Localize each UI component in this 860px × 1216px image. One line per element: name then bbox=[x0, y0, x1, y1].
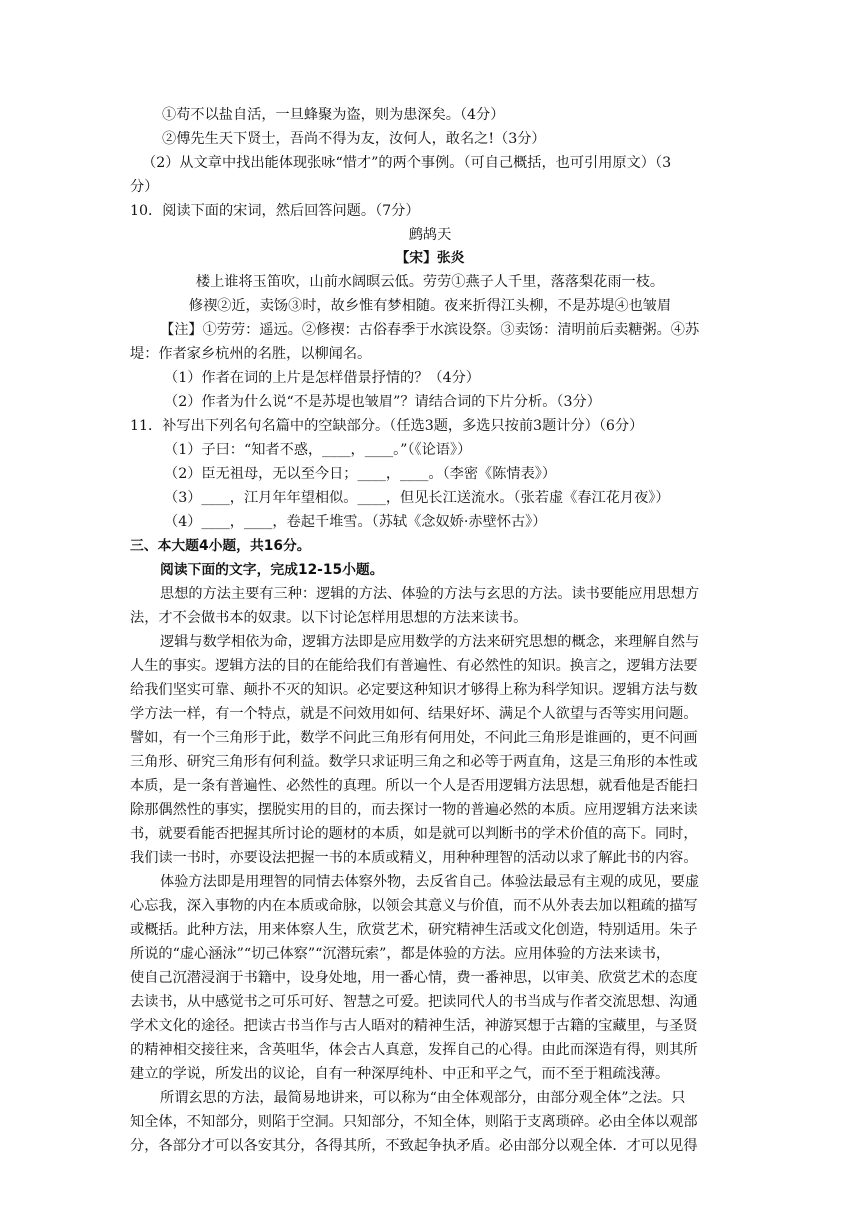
question-10-heading: 10．阅读下面的宋词，然后回答问题。（7分） bbox=[130, 203, 420, 219]
passage-line: 譬如，有一个三角形于此，数学不问此三角形有何用处，不问此三角形是谁画的，更不问画 bbox=[130, 730, 698, 746]
fill-blank-item: （4）____，____，卷起千堆雪。（苏轼《念奴娇·赤壁怀古》） bbox=[164, 514, 547, 530]
poem-author: 【宋】张炎 bbox=[395, 250, 465, 266]
passage-line: 所说的“虚心涵泳”“切己体察”“沉潜玩索”，都是体验的方法。应用体验的方法来读书， bbox=[130, 946, 671, 962]
passage-line: 我们读一书时，亦要设法把握一书的本质或精义，用种种理智的活动以求了解此书的内容。 bbox=[130, 850, 698, 866]
passage-line: 逻辑与数学相依为命，逻辑方法即是应用数学的方法来研究思想的概念，来理解自然与 bbox=[160, 634, 700, 650]
passage-line: 心忘我，深入事物的内在本质或命脉，以领会其意义与价值，而不从外表去加以粗疏的描写 bbox=[130, 898, 698, 914]
passage-line: 学方法一样，有一个特点，就是不问效用如何、结果好坏、满足个人欲望与否等实用问题。 bbox=[130, 706, 698, 722]
passage-line: 的精神相交接往来，含英咀华，体会古人真意，发挥自己的心得。由此而深造有得，则其所 bbox=[130, 1042, 698, 1058]
reading-instruction: 阅读下面的文字，完成12-15小题。 bbox=[160, 562, 384, 578]
passage-line: 三角形、研究三角形有何利益。数学只求证明三角之和必等于两直角，这是三角形的本性或 bbox=[130, 754, 698, 770]
fill-blank-item: （1）子曰：“知者不惑，____，____。”（《论语》） bbox=[164, 442, 472, 458]
question-11-heading: 11．补写出下列名句名篇中的空缺部分。（任选3题，多选只按前3题计分）（6分） bbox=[130, 418, 644, 434]
passage-line: 学术文化的途径。把读古书当作与古人晤对的精神生活，神游冥想于古籍的宝藏里，与圣贤 bbox=[130, 1018, 698, 1034]
poem-line: 楼上谁将玉笛吹，山前水阔暝云低。劳劳①燕子人千里，落落梨花雨一枝。 bbox=[195, 274, 665, 290]
passage-line: 思想的方法主要有三种：逻辑的方法、体验的方法与玄思的方法。读书要能应用思想方 bbox=[160, 586, 700, 602]
passage-line: 或概括。此种方法，用来体察人生，欣赏艺术，研究精神生活或文化创造，特别适用。朱子 bbox=[130, 922, 698, 938]
question-line: 分） bbox=[130, 179, 159, 195]
passage-line: 法，才不会做书本的奴隶。以下讨论怎样用思想的方法来读书。 bbox=[130, 610, 528, 626]
sub-question: （1）作者在词的上片是怎样借景抒情的？（4分） bbox=[164, 370, 480, 386]
sub-question: （2）作者为什么说“不是苏堤也皱眉”？请结合词的下片分析。（3分） bbox=[164, 394, 601, 410]
answer-item-2: ②傅先生天下贤士，吾尚不得为友，汝何人，敢名之!（3分） bbox=[162, 131, 546, 147]
poem-title: 鹧鸪天 bbox=[408, 227, 452, 243]
fill-blank-item: （3）____，江月年年望相似。____，但见长江送流水。（张若虚《春江花月夜》） bbox=[164, 490, 670, 506]
passage-line: 所谓玄思的方法，最简易地讲来，可以称为“由全体观部分，由部分观全体”之法。只 bbox=[160, 1090, 686, 1106]
passage-line: 体验方法即是用理智的同情去体察外物，去反省自己。体验法最忌有主观的成见，要虚 bbox=[160, 874, 700, 890]
passage-line: 人生的事实。逻辑方法的目的在能给我们有普遍性、有必然性的知识。换言之，逻辑方法要 bbox=[130, 658, 698, 674]
question-line: （2）从文章中找出能体现张咏“惜才”的两个事例。（可自己概括，也可引用原文）（3 bbox=[142, 155, 672, 171]
passage-line: 去读书，从中感觉书之可乐可好、智慧之可爱。把读同代人的书当成与作者交流思想、沟通 bbox=[130, 994, 698, 1010]
passage-line: 使自己沉潜浸润于书籍中，设身处地，用一番心情，费一番神思，以审美、欣赏艺术的态度 bbox=[130, 970, 698, 986]
passage-line: 除那偶然性的事实，摆脱实用的目的，而去探讨一物的普遍必然的本质。应用逻辑方法来读 bbox=[130, 802, 698, 818]
fill-blank-item: （2）臣无祖母，无以至今日；____，____。（李密《陈情表》） bbox=[164, 466, 557, 482]
poem-line: 修禊②近，卖饧③时，故乡惟有梦相随。夜来折得江头柳，不是苏堤④也皱眉 bbox=[188, 298, 672, 314]
passage-line: 知全体，不知部分，则陷于空洞。只知部分，不知全体，则陷于支离琐碎。必由全体以观部 bbox=[130, 1114, 698, 1130]
passage-line: 建立的学说，所发出的议论，自有一种深厚纯朴、中正和平之气，而不至于粗疏浅薄。 bbox=[130, 1066, 670, 1082]
passage-line: 本质，是一条有普遍性、必然性的真理。所以一个人是否用逻辑方法思想，就看他是否能扫 bbox=[130, 778, 698, 794]
passage-line: 书，就要看能否把握其所讨论的题材的本质，如是就可以判断书的学术价值的高下。同时， bbox=[130, 826, 698, 842]
section-3-heading: 三、本大题4小题，共16分。 bbox=[130, 538, 311, 554]
passage-line: 分，各部分才可以各安其分，各得其所，不致起争执矛盾。必由部分以观全体．才可以见得 bbox=[130, 1138, 698, 1154]
answer-item-1: ①苟不以盐自活，一旦蜂聚为盗，则为患深矣。（4分） bbox=[162, 107, 505, 123]
poem-notes: 【注】①劳劳：遥远。②修禊：古俗春季于水滨设祭。③卖饧：清明前后卖糖粥。④苏 bbox=[160, 322, 700, 338]
poem-notes: 堤：作者家乡杭州的名胜，以柳闻名。 bbox=[130, 346, 372, 362]
passage-line: 给我们坚实可靠、颠扑不灭的知识。必定要这种知识才够得上称为科学知识。逻辑方法与数 bbox=[130, 682, 698, 698]
